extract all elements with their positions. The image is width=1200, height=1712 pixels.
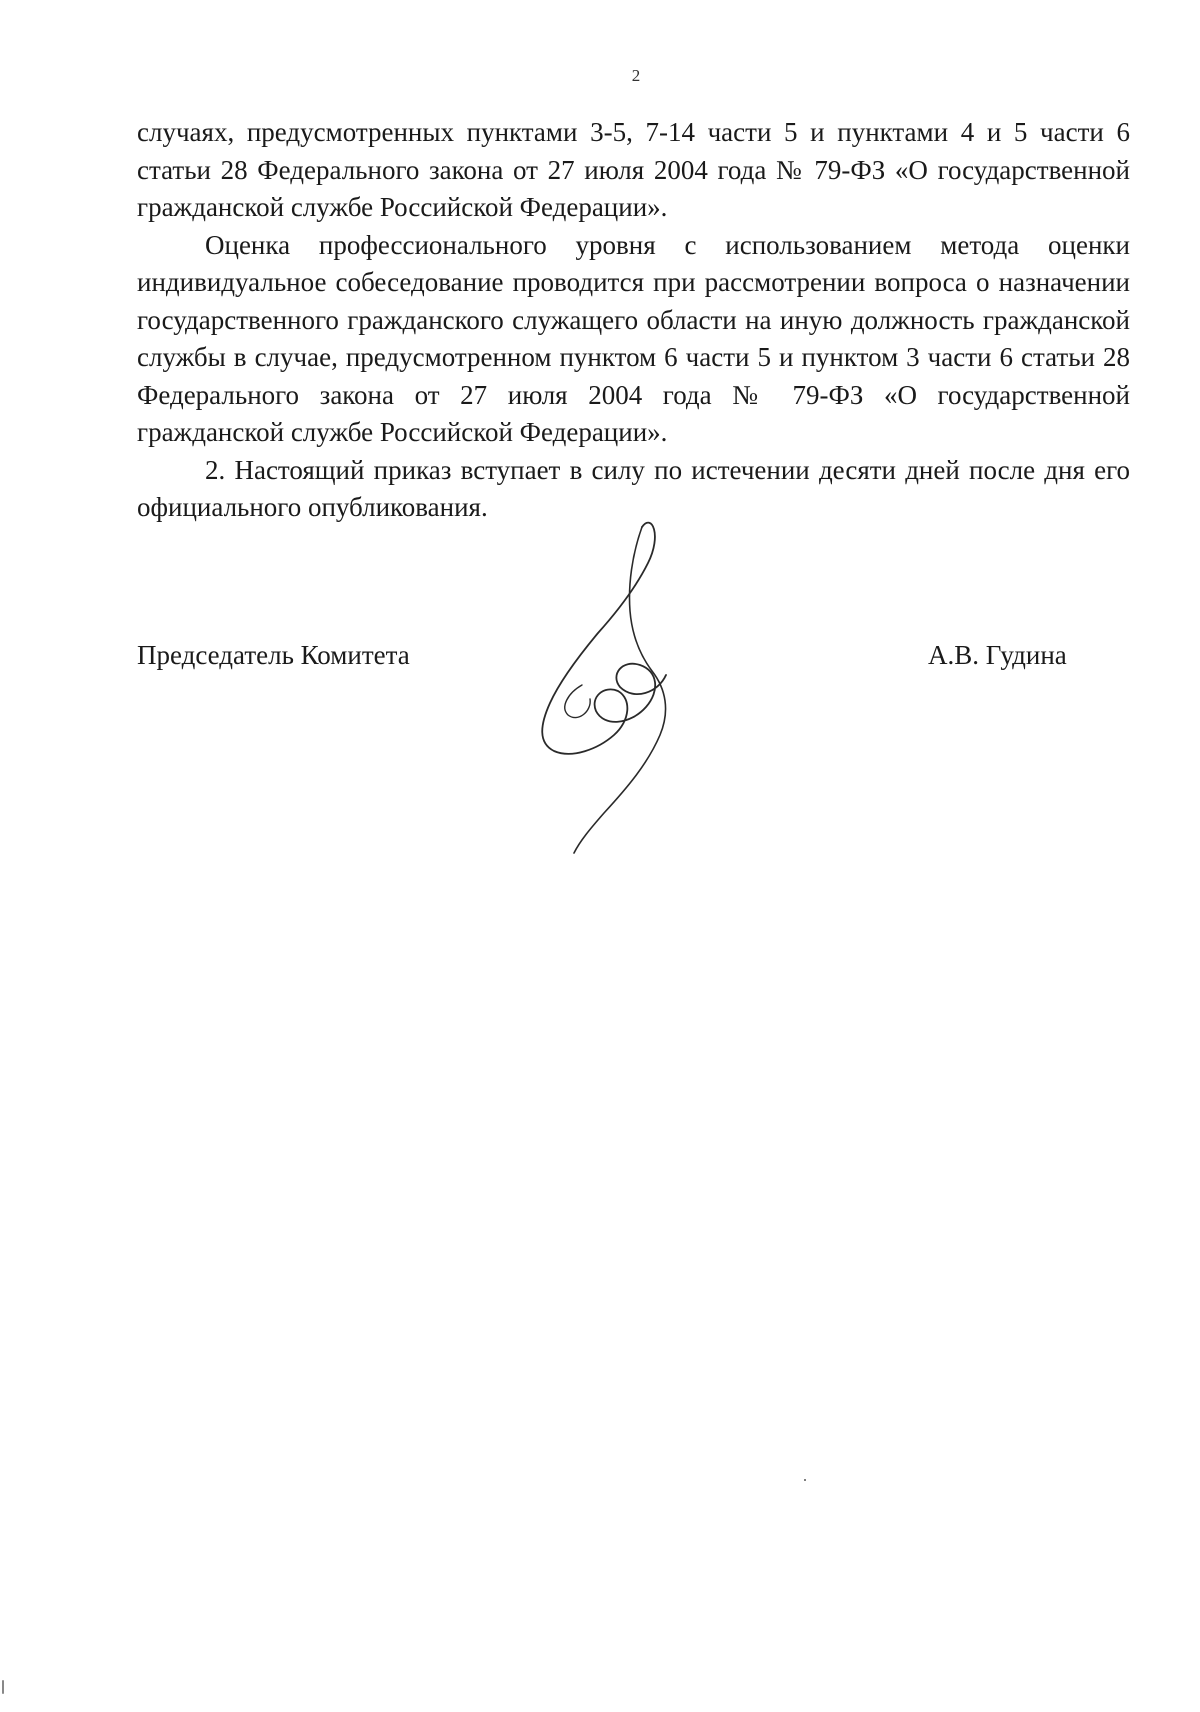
signer-name: А.В. Гудина bbox=[928, 640, 1067, 670]
page-number: 2 bbox=[631, 66, 641, 85]
scan-speck bbox=[804, 1479, 806, 1481]
document-body bbox=[137, 114, 1130, 527]
paragraph-effective-date: 2. Настоящий приказ вступает в силу по истечении десяти дней после дня его официального опубликования. bbox=[137, 454, 1130, 522]
signer-position: Председатель Комитета bbox=[137, 640, 410, 670]
scan-speck bbox=[2, 1680, 4, 1694]
handwritten-signature bbox=[520, 515, 690, 855]
paragraph-assessment: Оценка профессионального уровня с использованием метода оценки индивидуальное собеседование проводится при рассмотрении вопроса о назначении государственного гражданского служащего области на иную должность гражданской службы в случае, предусмотренном пунктом 6 части 5 и пунктом 3 части 6 статьи 28 Федерального закона от 27 июля 2004 года № 79-ФЗ «О государственной гражданской службе Российской Федерации». bbox=[137, 229, 1130, 447]
paragraph-continuation: случаях, предусмотренных пунктами 3-5, 7-14 части 5 и пунктами 4 и 5 части 6 статьи 28 Федерального закона от 27 июля 2004 года № 79-ФЗ «О государственной гражданской службе Российской Федерации». bbox=[137, 117, 1130, 222]
